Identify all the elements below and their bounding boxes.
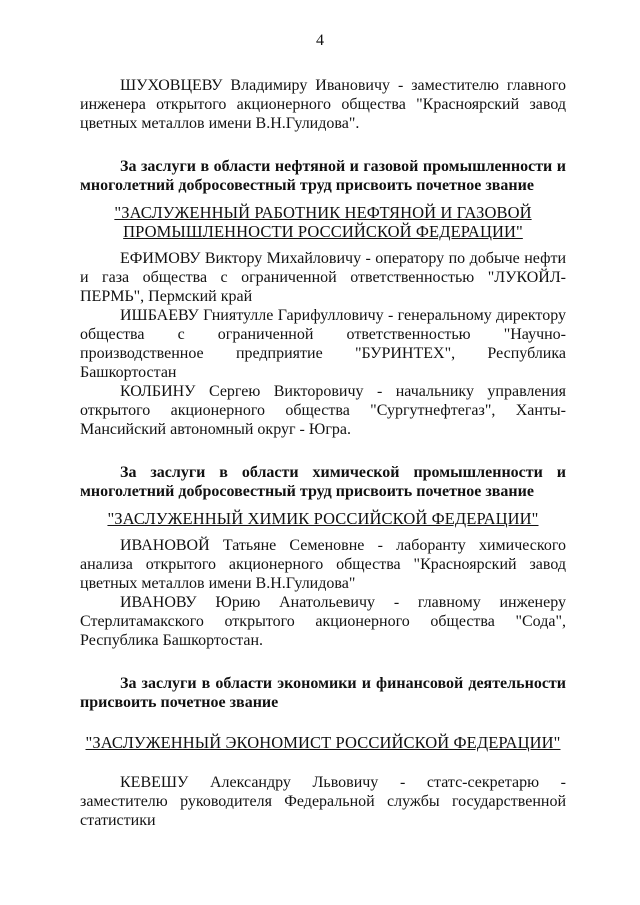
award-entry: ИВАНОВУ Юрию Анатольевичу - главному инженеру Стерлитамакского открытого акционерного общества "Сода", Республика Башкортостан. [80,594,566,649]
award-decree-heading: За заслуги в области экономики и финансовой деятельности присвоить почетное звание [80,675,566,711]
award-decree-heading: За заслуги в области нефтяной и газовой промышленности и многолетний добросовестный труд присвоить почетное звание [80,158,566,194]
award-entry: ИВАНОВОЙ Татьяне Семеновне - лаборанту химического анализа открытого акционерного общества "Красноярский завод цветных металлов имени В.Н.Гулидова" [80,537,566,592]
document-body [80,76,566,830]
page-number: 4 [316,32,324,49]
award-decree-heading: За заслуги в области химической промышленности и многолетний добросовестный труд присвоить почетное звание [80,464,566,500]
award-entry: КЕВЕШУ Александру Львовичу - статс-секретарю - заместителю руководителя Федеральной службы государственной статистики [80,774,566,829]
award-entry: ШУХОВЦЕВУ Владимиру Ивановичу - заместителю главного инженера открытого акционерного общества "Красноярский завод цветных металлов имени В.Н.Гулидова". [80,77,566,132]
award-entry: ЕФИМОВУ Виктору Михайловичу - оператору по добыче нефти и газа общества с ограниченной ответственностью "ЛУКОЙЛ-ПЕРМЬ", Пермский край [80,250,566,305]
award-entry: КОЛБИНУ Сергею Викторовичу - начальнику управления открытого акционерного общества "Сургутнефтегаз", Ханты-Мансийский автономный округ - Югра. [80,383,566,438]
award-entry: ИШБАЕВУ Гниятулле Гарифулловичу - генеральному директору общества с ограниченной ответственностью "Научно-производственное предприятие "БУРИНТЕХ", Республика Башкортостан [80,307,566,381]
honorary-title: "ЗАСЛУЖЕННЫЙ ЭКОНОМИСТ РОССИЙСКОЙ ФЕДЕРАЦИИ" [85,733,561,752]
honorary-title: "ЗАСЛУЖЕННЫЙ РАБОТНИК НЕФТЯНОЙ И ГАЗОВОЙ ПРОМЫШЛЕННОСТИ РОССИЙСКОЙ ФЕДЕРАЦИИ" [114,203,532,241]
honorary-title: "ЗАСЛУЖЕННЫЙ ХИМИК РОССИЙСКОЙ ФЕДЕРАЦИИ" [107,509,539,528]
